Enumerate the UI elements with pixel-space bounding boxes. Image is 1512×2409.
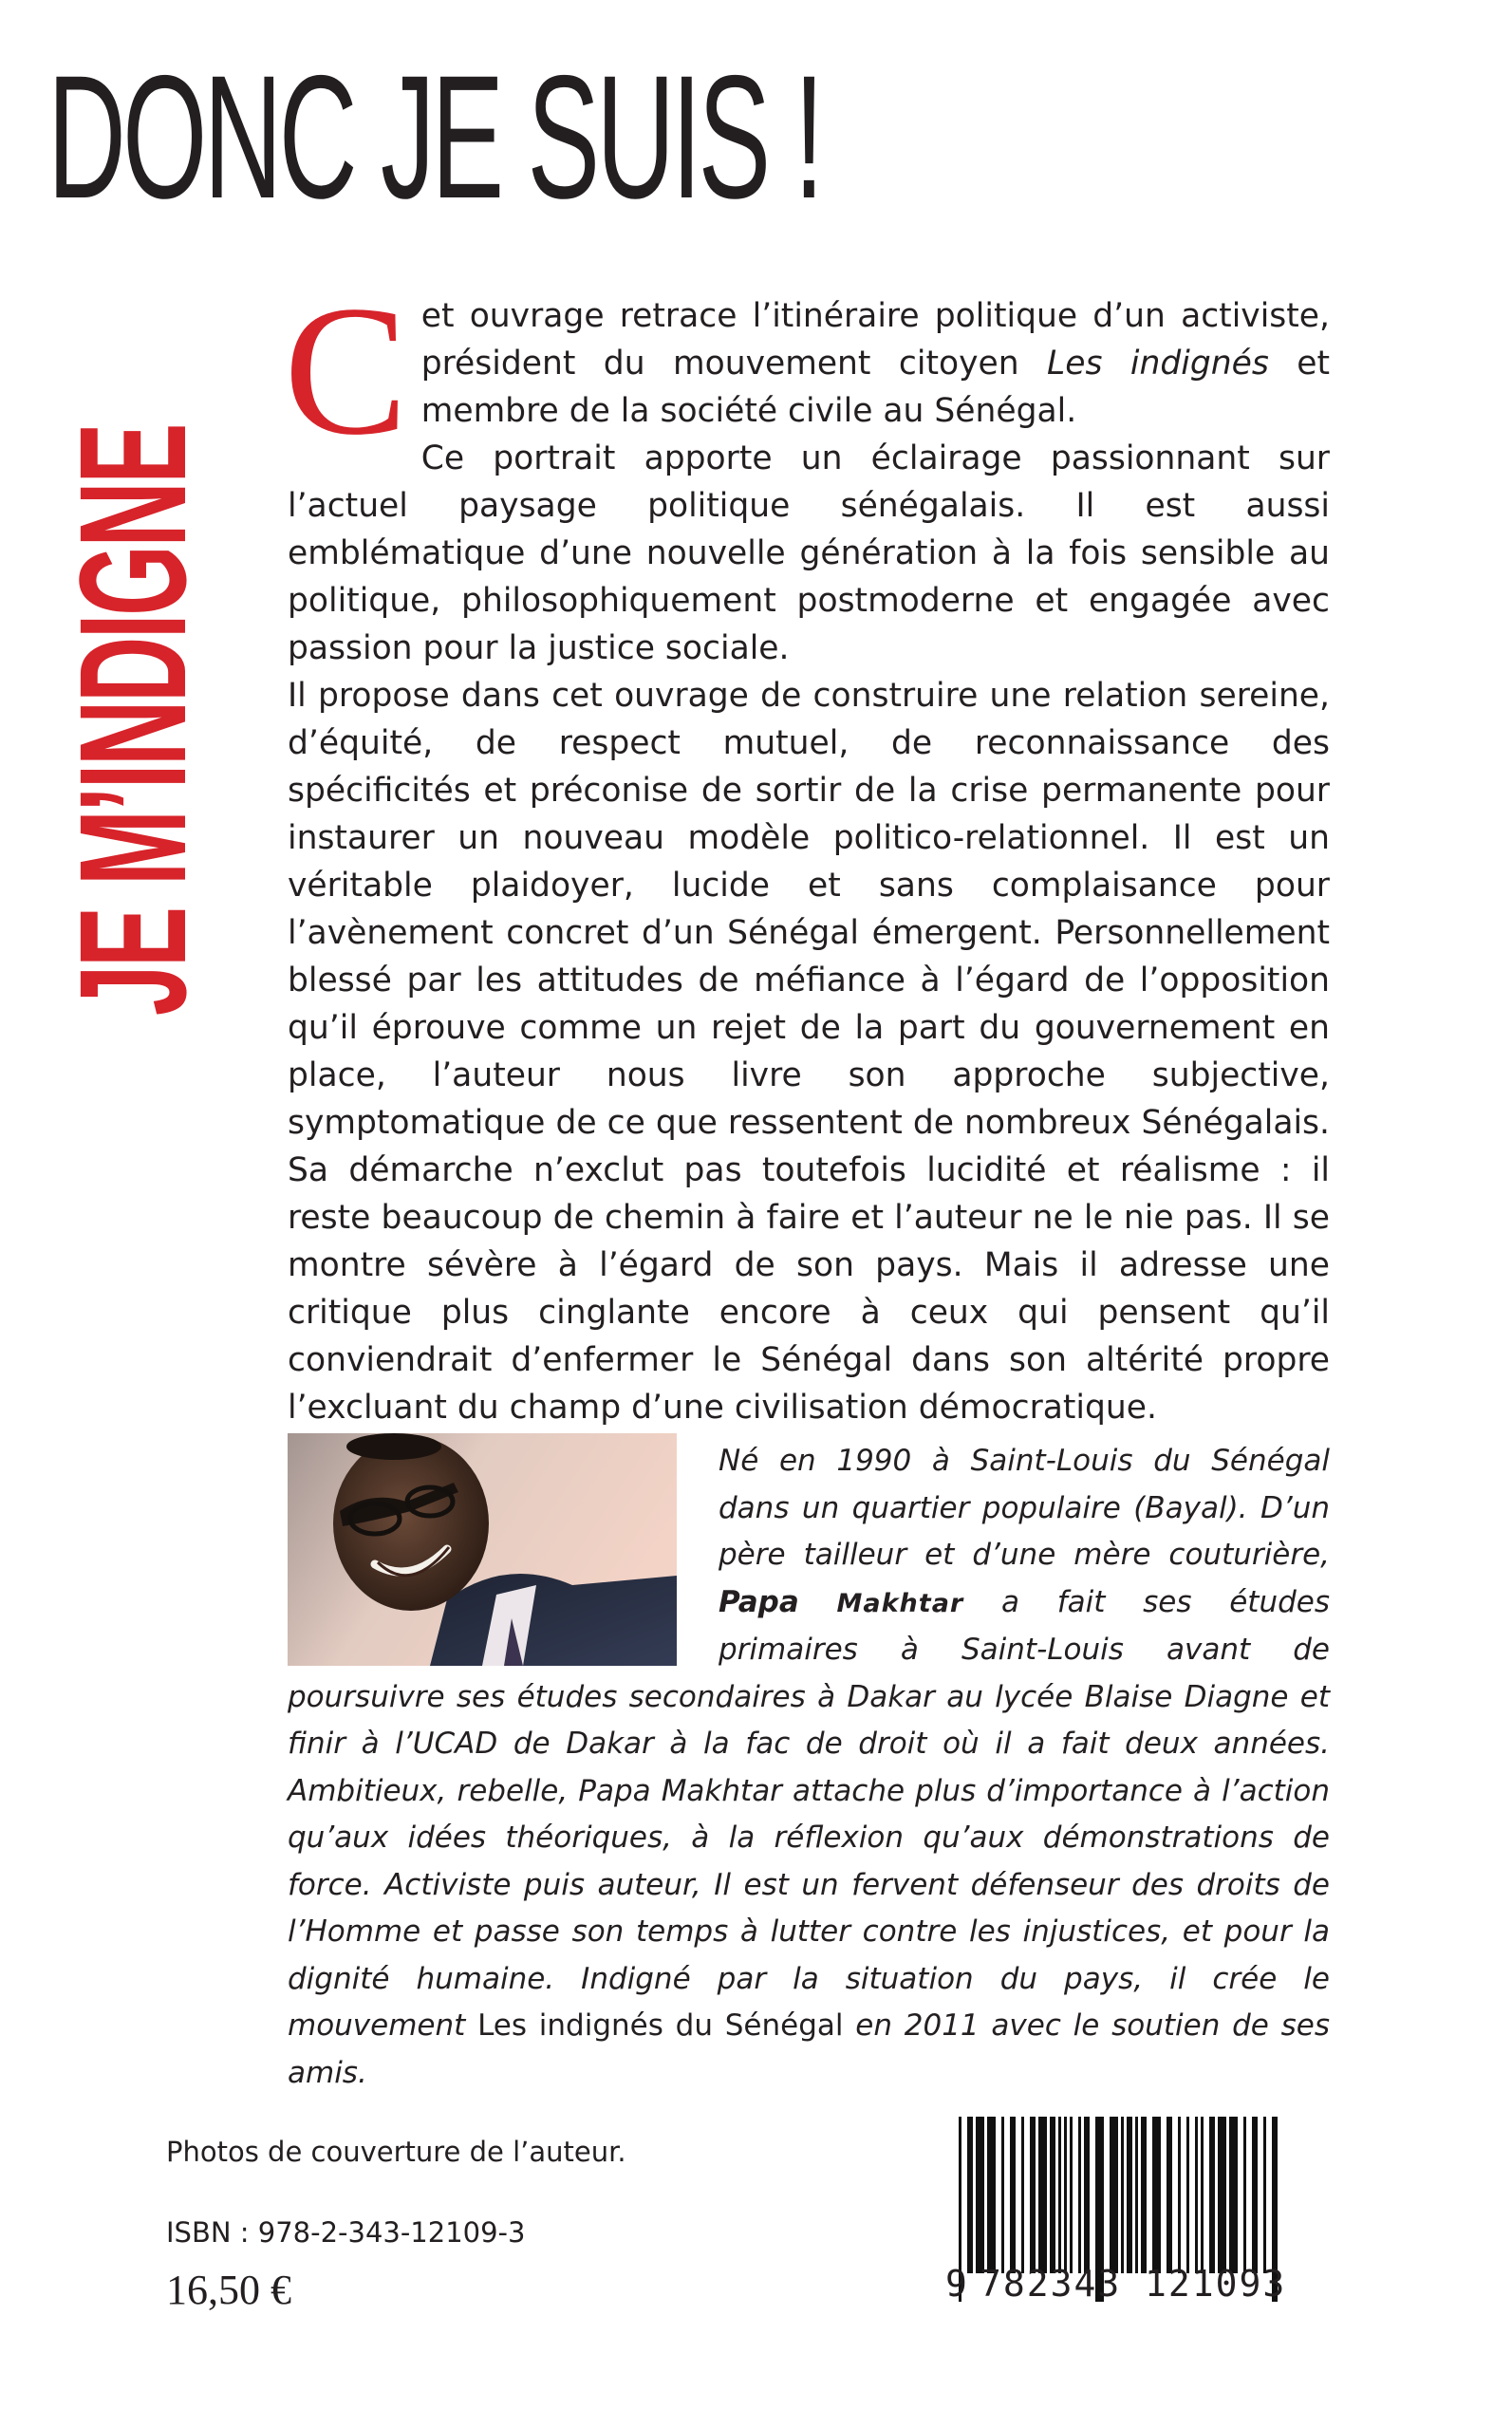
photo-space: [288, 1438, 719, 1673]
barcode-bar: [1135, 2117, 1138, 2273]
barcode-bar: [1178, 2117, 1181, 2273]
drop-cap: C: [284, 268, 408, 474]
price: 16,50 €: [166, 2267, 291, 2313]
bio-part-1: Né en 1990 à Saint-Louis du Sénégal dans un quartier populaire (Bayal). D’un père tailleur et d’une mère couturière,: [719, 1444, 1330, 1572]
barcode-bar: [1110, 2117, 1118, 2273]
barcode-bar: [1064, 2117, 1067, 2273]
barcode-bar: [1152, 2117, 1161, 2273]
summary-paragraph-1: [288, 292, 1330, 435]
summary-line-1-end: et membre de la société civile au Sénégal.: [420, 345, 1330, 430]
photo-credit: Photos de couverture de l’auteur.: [166, 2136, 626, 2168]
barcode-bar: [1058, 2117, 1061, 2273]
barcode-digit-group-right: 121093: [1145, 2263, 1287, 2305]
barcode-bar: [1078, 2117, 1081, 2273]
barcode-digit-prefix: 9: [945, 2263, 967, 2305]
barcode-bar: [1263, 2117, 1266, 2273]
barcode-bar: [1001, 2117, 1004, 2273]
isbn: ISBN : 978-2-343-12109-3: [166, 2216, 526, 2249]
barcode-bar: [1127, 2117, 1132, 2273]
barcode-bar: [1010, 2117, 1016, 2273]
barcode-bar: [1186, 2117, 1189, 2273]
author-last-name: Makhtar: [836, 1588, 964, 1618]
barcode-bar: [967, 2117, 973, 2273]
cover-title-spine: [47, 247, 217, 1016]
barcode-bar: [1229, 2117, 1238, 2273]
barcode-bar: [1252, 2117, 1258, 2273]
spine-title-text: JE M’INDIGNE: [47, 425, 217, 1016]
barcode-digit-group-left: 782343: [980, 2263, 1122, 2305]
barcode-bar: [1201, 2117, 1204, 2273]
bio-part-2: a fait ses études primaires à Saint-Louis avant de poursuivre ses études secondaires à Dakar au lycée Blaise Diagne et finir à l’UCAD de Dakar à la fac de droit où il a fait deux années. Ambitieux, rebelle, Papa Makhtar attache plus d’importance à l’action qu’aux idées théoriques, à la réflexion qu’aux démonstrations de force. Activiste puis auteur, Il est un fervent défenseur des droits de l’Homme et passe son temps à lutter contre les injustices, et pour la dignité humaine. Indigné par la situation du pays, il crée le mouvement: [288, 1584, 1330, 2043]
author-first-name: Papa: [719, 1584, 799, 1619]
barcode-bar: [987, 2117, 996, 2273]
barcode-bar: [1167, 2117, 1172, 2273]
barcode-bar: [1209, 2117, 1215, 2273]
barcode-bar: [1050, 2117, 1055, 2273]
summary-paragraph-3: Il propose dans cet ouvrage de construire une relation sereine, d’équité, de respect mutuel, de reconnaissance des spécificités et préconise de sortir de la crise permanente pour instaurer un nouveau modèle politico-relationnel. Il est un véritable plaidoyer, lucide et sans complaisance pour l’avènement concret d’un Sénégal émergent. Personnellement blessé par les attitudes de méfiance à l’égard de l’opposition qu’il éprouve comme un rejet de la part du gouvernement en place, l’auteur nous livre son approche subjective, symptomatique de ce que ressentent de nombreux Sénégalais. Sa démarche n’exclut pas toutefois lucidité et réalisme : il reste beaucoup de chemin à faire et l’auteur ne le nie pas. Il se montre sévère à l’égard de son pays. Mais il adresse une critique plus cinglante encore à ceux qui pensent qu’il conviendrait d’enfermer le Sénégal dans son altérité propre l’excluant du champ d’une civilisation démocratique.: [288, 677, 1330, 1427]
summary-paragraph-2: Ce portrait apporte un éclairage passionnant sur l’actuel paysage politique sénégalais. Il est aussi emblématique d’une nouvelle génération à la fois sensible au politique, philosophiquement postmoderne et engagée avec passion pour la justice sociale.: [288, 439, 1330, 667]
barcode-bar: [1141, 2117, 1147, 2273]
movement-name: Les indignés: [1047, 345, 1269, 383]
barcode-bar: [1195, 2117, 1198, 2273]
author-bio: [288, 1438, 1330, 2097]
barcode-bar: [1121, 2117, 1124, 2273]
summary-line-1: et ouvrage retrace l’itinéraire politique d’un activiste, président du mouvement citoyen: [420, 297, 1330, 383]
cover-title-top: DONC JE SUIS !: [47, 40, 821, 235]
barcode-bar: [976, 2117, 984, 2273]
barcode-bar: [1030, 2117, 1036, 2273]
barcode-bar: [1070, 2117, 1073, 2273]
barcode-digits: [945, 2261, 1325, 2308]
barcode-bar: [1243, 2117, 1246, 2273]
summary-text: [284, 268, 1330, 1431]
barcode-bar: [1084, 2117, 1090, 2273]
bio-movement: Les indignés du Sénégal: [477, 2008, 844, 2043]
barcode-bar: [1038, 2117, 1047, 2273]
bio-part-3: en 2011 avec le soutien de ses amis.: [288, 2008, 1330, 2090]
barcode-bar: [1021, 2117, 1024, 2273]
barcode-bar: [1218, 2117, 1226, 2273]
